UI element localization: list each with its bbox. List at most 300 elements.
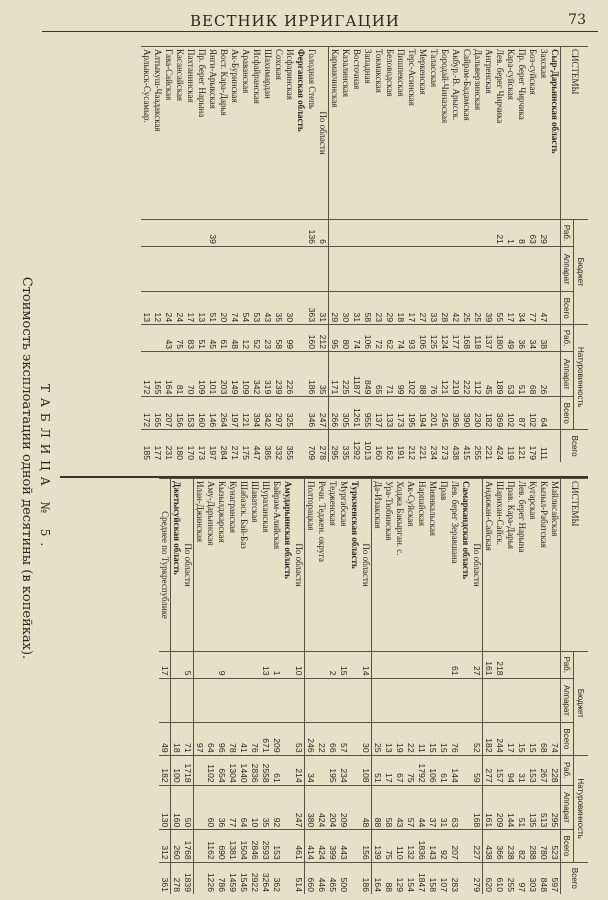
cell-1 — [229, 246, 240, 291]
system-name: Вост. Кара-Дарья — [218, 47, 229, 220]
cell-0 — [362, 220, 373, 247]
cell-1 — [338, 678, 349, 723]
table-row — [438, 479, 449, 895]
cell-2: 57 — [338, 723, 349, 755]
cell-1 — [306, 246, 317, 291]
system-name: Восточная — [351, 47, 362, 220]
cell-1 — [216, 678, 227, 723]
cell-2: 17 — [505, 292, 516, 325]
cell-6: 295 — [329, 430, 341, 462]
table-row — [163, 47, 174, 463]
cell-5: 414 — [305, 830, 317, 862]
cell-3: 36 — [516, 325, 527, 352]
cell-4: 109 — [196, 352, 207, 397]
table-row — [327, 479, 338, 895]
cell-5: 312 — [159, 830, 171, 862]
cell-2: 96 — [216, 723, 227, 755]
cell-4: 48 — [360, 785, 372, 830]
cell-4: 92 — [271, 785, 282, 830]
table-row — [152, 47, 163, 463]
cell-2 — [349, 723, 360, 755]
cell-3: 94 — [505, 755, 516, 785]
cell-5: 182 — [483, 397, 494, 430]
system-name: Пр. берег Чирчика — [516, 47, 527, 220]
cell-6: 709 — [306, 430, 317, 462]
cell-1 — [394, 678, 405, 723]
cell-0 — [251, 220, 262, 247]
cell-2: 74 — [229, 292, 240, 325]
cell-2: 31 — [351, 292, 362, 325]
cell-1 — [282, 678, 293, 723]
subheader-5: Всего — [561, 397, 574, 430]
system-name: Западная — [362, 47, 373, 220]
cell-3: 61 — [218, 325, 229, 352]
subheader-4: Аппарат — [561, 785, 574, 830]
cell-4: 168 — [471, 785, 483, 830]
cell-6: 212 — [406, 430, 417, 462]
cell-5 — [295, 397, 306, 430]
table-row — [428, 47, 439, 463]
subheader-0: Раб. — [561, 652, 574, 679]
left-table — [60, 46, 588, 462]
table-row — [238, 479, 249, 895]
cell-5: 102 — [527, 397, 538, 430]
cell-6: 335 — [340, 430, 351, 462]
cell-3: 137 — [483, 325, 494, 352]
cell-2: 52 — [471, 723, 483, 755]
cell-3: 153 — [527, 755, 538, 785]
cell-3: 106 — [362, 325, 373, 352]
system-name: Кызыл-Рабатская — [538, 479, 549, 652]
cell-1 — [260, 678, 271, 723]
cell-3 — [295, 325, 306, 352]
cell-0 — [229, 220, 240, 247]
cell-5: 102 — [505, 397, 516, 430]
cell-0 — [483, 220, 494, 247]
cell-6: 355 — [284, 430, 295, 462]
table-row — [249, 479, 260, 895]
table-row — [450, 47, 461, 463]
cell-4: 849 — [362, 352, 373, 397]
cell-4: 144 — [505, 785, 516, 830]
table-row — [196, 47, 207, 463]
system-name: Майлисайская — [549, 479, 561, 652]
cell-5: 207 — [449, 830, 460, 862]
cell-4: 35 — [260, 785, 271, 830]
system-name: Лев. берег Чирчика — [494, 47, 505, 220]
cell-0 — [262, 220, 273, 247]
system-name: Лев. берег Зеравшана — [449, 479, 460, 652]
cell-4: 513 — [538, 785, 549, 830]
cell-6: 3264 — [260, 862, 271, 894]
cell-0 — [295, 220, 306, 247]
cell-1 — [207, 246, 218, 291]
table-row — [416, 479, 427, 895]
cell-2: 76 — [249, 723, 260, 755]
table-row — [329, 47, 341, 463]
cell-6: 88 — [383, 862, 394, 894]
table-row — [306, 47, 317, 463]
cell-2: 24 — [163, 292, 174, 325]
cell-4: 149 — [229, 352, 240, 397]
cell-0 — [438, 652, 449, 679]
cell-6: 279 — [471, 862, 483, 894]
header-rule — [42, 31, 598, 32]
cell-4: 342 — [251, 352, 262, 397]
cell-2: 41 — [238, 723, 249, 755]
cell-4: 209 — [494, 785, 505, 830]
cell-4: 204 — [327, 785, 338, 830]
table-row — [271, 479, 282, 895]
cell-1 — [194, 678, 206, 723]
cell-3: 62 — [384, 325, 395, 352]
system-name: Туркменская область — [349, 479, 360, 652]
cell-3: 106 — [427, 755, 438, 785]
cell-3: 1792 — [416, 755, 427, 785]
cell-2: 39 — [483, 292, 494, 325]
system-name: Амударьинская область — [282, 479, 293, 652]
cell-6: 255 — [472, 430, 483, 462]
cell-1 — [439, 246, 450, 291]
cell-0: 1 — [505, 220, 516, 247]
cell-5: 1836 — [416, 830, 427, 862]
cell-2: 33 — [428, 292, 439, 325]
cell-3: 75 — [405, 755, 416, 785]
table-row — [273, 47, 284, 463]
cell-5: 207 — [163, 397, 174, 430]
cell-6: 173 — [196, 430, 207, 462]
cell-4 — [194, 785, 206, 830]
cell-3: 2836 — [249, 755, 260, 785]
cell-6: 221 — [417, 430, 428, 462]
system-name: Ак-Суйская — [405, 479, 416, 652]
cell-0 — [152, 220, 163, 247]
cell-4: 189 — [494, 352, 505, 397]
cell-0: 6 — [317, 220, 329, 247]
cell-1 — [516, 246, 527, 291]
cell-1 — [438, 678, 449, 723]
cell-3: 59 — [471, 755, 483, 785]
cell-0: 61 — [449, 652, 460, 679]
system-name: Ура-Тюбинская — [383, 479, 394, 652]
system-name: Сохская — [273, 47, 284, 220]
cell-0: 27 — [471, 652, 483, 679]
table-row — [483, 47, 494, 463]
cell-2: 24 — [174, 292, 185, 325]
cell-1 — [251, 246, 262, 291]
cell-5: 523 — [549, 830, 561, 862]
cell-0: 29 — [538, 220, 549, 247]
cell-4 — [282, 785, 293, 830]
cell-3: 177 — [450, 325, 461, 352]
table-row — [351, 47, 362, 463]
table-row — [159, 479, 171, 895]
cell-6: 278 — [317, 430, 329, 462]
cell-6: 1545 — [238, 862, 249, 894]
cell-2: 13 — [196, 292, 207, 325]
cost-table-left — [141, 46, 588, 462]
table-row — [185, 47, 196, 463]
cell-5: 955 — [362, 397, 373, 430]
cell-5: 137 — [373, 397, 384, 430]
cell-4: 219 — [450, 352, 461, 397]
cell-5: 139 — [372, 830, 384, 862]
table-row — [383, 479, 394, 895]
system-name: Андижан-Сайская — [483, 479, 495, 652]
cell-1 — [163, 246, 174, 291]
system-name: Речн. Теджен. округа — [316, 479, 327, 652]
cell-3: 72 — [373, 325, 384, 352]
system-name: Боз-суйская — [527, 47, 538, 220]
cell-0: 8 — [516, 220, 527, 247]
cell-3: 125 — [428, 325, 439, 352]
cell-0 — [450, 220, 461, 247]
cell-0 — [185, 220, 196, 247]
cell-1 — [427, 678, 438, 723]
cell-5: 325 — [284, 397, 295, 430]
system-name: Ферганская область — [295, 47, 306, 220]
cell-3 — [549, 325, 561, 352]
cell-1 — [416, 678, 427, 723]
cell-3: 1440 — [238, 755, 249, 785]
cell-1 — [505, 246, 516, 291]
system-name: Кунагранская — [227, 479, 238, 652]
table-row — [494, 47, 505, 463]
cell-6 — [295, 430, 306, 462]
cell-4: 222 — [461, 352, 472, 397]
cell-1 — [527, 246, 538, 291]
system-name: Полторацкая — [305, 479, 317, 652]
table-row — [505, 47, 516, 463]
table-row — [439, 47, 450, 463]
system-name: Казалинская — [340, 47, 351, 220]
cell-5: 1768 — [182, 830, 194, 862]
cell-1 — [461, 246, 472, 291]
cell-6: 447 — [251, 430, 262, 462]
cell-0 — [383, 652, 394, 679]
cell-0: 17 — [159, 652, 171, 679]
cell-0 — [549, 220, 561, 247]
cell-5: 64 — [538, 397, 549, 430]
cell-0 — [538, 652, 549, 679]
cell-3: 34 — [305, 755, 317, 785]
cell-4: 160 — [171, 785, 183, 830]
table-row — [427, 479, 438, 895]
cell-3: 17 — [383, 755, 394, 785]
cell-4: 50 — [182, 785, 194, 830]
table-row — [284, 47, 295, 463]
cell-0 — [174, 220, 185, 247]
cell-1 — [316, 678, 327, 723]
cell-6: 164 — [372, 862, 384, 894]
subheader-1: Аппарат — [561, 246, 574, 291]
table-row — [472, 47, 483, 463]
cell-5: 110 — [394, 830, 405, 862]
cell-2: 77 — [527, 292, 538, 325]
cell-1 — [405, 678, 416, 723]
cell-1 — [549, 678, 561, 723]
cell-2: 15 — [527, 723, 538, 755]
cell-2: 66 — [327, 723, 338, 755]
cell-4: 31 — [438, 785, 449, 830]
cell-0 — [472, 220, 483, 247]
system-name: Шабазск. Бай-Баз — [238, 479, 249, 652]
cell-4: 165 — [152, 352, 163, 397]
table-row — [372, 479, 384, 895]
cell-1 — [159, 678, 171, 723]
cell-4: 226 — [284, 352, 295, 397]
cell-0 — [340, 220, 351, 247]
cell-3: 195 — [327, 755, 338, 785]
cell-2: 209 — [271, 723, 282, 755]
cell-2: 182 — [483, 723, 495, 755]
table-row — [373, 47, 384, 463]
cell-5: 342 — [262, 397, 273, 430]
cell-0 — [417, 220, 428, 247]
cell-6: 177 — [152, 430, 163, 462]
cell-1 — [273, 246, 284, 291]
cell-5: 264 — [218, 397, 229, 430]
cell-5: 288 — [527, 830, 538, 862]
cell-3: 100 — [171, 755, 183, 785]
table-row — [538, 479, 549, 895]
cell-5: 690 — [216, 830, 227, 862]
system-name: Пр. берег Нарына — [196, 47, 207, 220]
cell-5: 260 — [171, 830, 183, 862]
cell-1 — [372, 678, 384, 723]
table-row — [260, 479, 271, 895]
table-row — [295, 47, 306, 463]
cell-4 — [349, 785, 360, 830]
subheader-3: Раб. — [561, 325, 574, 352]
cell-5: 146 — [207, 397, 218, 430]
cell-2: 30 — [340, 292, 351, 325]
cell-2: 25 — [372, 723, 384, 755]
table-row — [229, 47, 240, 463]
cell-1 — [284, 246, 295, 291]
cell-3: 277 — [483, 755, 495, 785]
cell-4: 71 — [384, 352, 395, 397]
table-row — [305, 479, 317, 895]
cell-1 — [196, 246, 207, 291]
cell-5: 75 — [383, 830, 394, 862]
system-name: Кугарская — [527, 479, 538, 652]
table-wrap — [60, 46, 588, 892]
cell-2: 53 — [251, 292, 262, 325]
cell-6: 154 — [405, 862, 416, 894]
cell-6: 158 — [427, 862, 438, 894]
total-header: Всего — [561, 430, 589, 462]
natural-header: Натуровинность — [574, 325, 589, 430]
cell-6: 303 — [527, 862, 538, 894]
cell-1 — [238, 678, 249, 723]
table-row — [538, 47, 549, 463]
cell-4 — [295, 352, 306, 397]
cell-5: 2593 — [260, 830, 271, 862]
cell-4: 53 — [505, 352, 516, 397]
cell-5: 195 — [406, 397, 417, 430]
cell-6: 362 — [271, 862, 282, 894]
cell-4: 172 — [141, 352, 152, 397]
cell-0 — [163, 220, 174, 247]
cell-6: 186 — [360, 862, 372, 894]
system-name: Кызылджарская — [216, 479, 227, 652]
system-name: Алтыкуш-Чаадакская — [152, 47, 163, 220]
cell-0: 13 — [260, 652, 271, 679]
cell-3 — [152, 325, 163, 352]
system-name: Нарпайская — [416, 479, 427, 652]
system-name: Да-Изакская — [372, 479, 384, 652]
system-name: Таласская — [428, 47, 439, 220]
cell-5: 173 — [395, 397, 406, 430]
system-name: Кармакчинская — [329, 47, 341, 220]
cell-4: 130 — [159, 785, 171, 830]
cell-4: 77 — [227, 785, 238, 830]
cell-1 — [271, 678, 282, 723]
table-row — [460, 479, 471, 895]
systems-header: СИСТЕМЫ — [561, 479, 589, 652]
cell-0 — [372, 652, 384, 679]
cell-3: 43 — [163, 325, 174, 352]
cell-2: 76 — [449, 723, 460, 755]
cell-3: 180 — [494, 325, 505, 352]
cell-6: 620 — [483, 862, 495, 894]
cell-1 — [293, 678, 305, 723]
cell-5: 369 — [494, 397, 505, 430]
cell-1 — [152, 246, 163, 291]
system-name: Байрам-Алийская — [271, 479, 282, 652]
cell-6: 1226 — [205, 862, 216, 894]
cell-2 — [282, 723, 293, 755]
cell-6: 175 — [240, 430, 251, 462]
cell-2: 12 — [152, 292, 163, 325]
cell-6: 1459 — [227, 862, 238, 894]
cell-1 — [494, 246, 505, 291]
table-row — [516, 479, 527, 895]
cell-1 — [205, 678, 216, 723]
table-row — [461, 47, 472, 463]
cell-3: 61 — [438, 755, 449, 785]
cell-3: 51 — [372, 755, 384, 785]
cell-2: 43 — [262, 292, 273, 325]
cell-3: 80 — [340, 325, 351, 352]
subheader-0: Раб. — [561, 220, 574, 247]
cell-1 — [340, 246, 351, 291]
cell-2: 29 — [329, 292, 341, 325]
cell-2: 35 — [273, 292, 284, 325]
cell-2: 31 — [317, 292, 329, 325]
table-row — [360, 479, 372, 895]
cell-4: 45 — [483, 352, 494, 397]
system-name: По области — [317, 47, 329, 220]
system-name: Бородай-Чиназская — [439, 47, 450, 220]
cell-4: 36 — [216, 785, 227, 830]
table-row — [262, 47, 273, 463]
cell-1 — [406, 246, 417, 291]
cell-6: 1847 — [416, 862, 427, 894]
cell-3 — [460, 755, 471, 785]
cell-2: 53 — [293, 723, 305, 755]
cell-0 — [171, 652, 183, 679]
cell-5: 82 — [516, 830, 527, 862]
system-name: По области — [360, 479, 372, 652]
cell-5: 424 — [316, 830, 327, 862]
cell-3: 48 — [229, 325, 240, 352]
cell-3: 12 — [240, 325, 251, 352]
cell-1 — [483, 246, 494, 291]
system-name: Янги-Арыкская — [207, 47, 218, 220]
cell-3: 2558 — [260, 755, 271, 785]
